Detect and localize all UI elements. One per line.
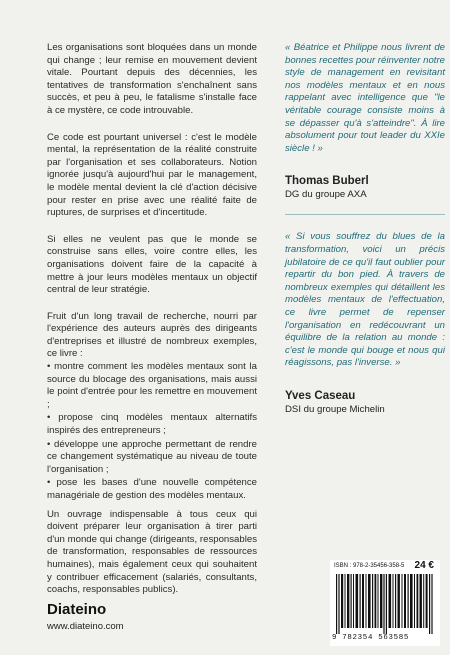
publisher-website: www.diateino.com bbox=[47, 621, 124, 632]
barcode-panel bbox=[330, 560, 440, 646]
list-item: • montre comment les modèles mentaux sont la source du blocage des organisations, mais aussi le point d'entrée pour les remettre en mouvement ; bbox=[47, 361, 257, 410]
endorsement-author-1: Thomas Buberl bbox=[285, 175, 369, 188]
endorsement-quote-1: « Béatrice et Philippe nous livrent de bonnes recettes pour réinventer notre style de management en revisitant nos modèles mentaux et en nous rappelant avec intelligence que "le véritable courage consiste moins à se dépasser qu'à s'atteindre". À lire absolument pour tout leader du XXIe siècle ! » bbox=[285, 42, 445, 154]
description-closing: Un ouvrage indispensable à tous ceux qui doivent préparer leur organisation à tirer parti d'un monde qui change (dirigeants, responsables de transformation, responsables de ressources humaines), mais également ceux qui souhaitent y contribuer efficacement (salariés, consultants, coachs, responsables publics). bbox=[47, 508, 257, 596]
publisher-logo: Diateino bbox=[47, 601, 107, 618]
description-paragraph-1: Les organisations sont bloquées dans un monde qui change ; leur remise en mouvement devient vitale. Pourtant depuis des décennies, les tentatives de transformation s'enchaînent sans succès, et peu à peu, le fatalisme s'installe face à ce mystère, ce code introuvable. bbox=[47, 42, 257, 116]
divider bbox=[285, 214, 445, 215]
list-item: • propose cinq modèles mentaux alternatifs inspirés des entrepreneurs ; bbox=[47, 412, 257, 437]
endorsement-author-2: Yves Caseau bbox=[285, 389, 356, 402]
description-intro bbox=[47, 311, 257, 361]
description-intro-text: Fruit d'un long travail de recherche, nourri par l'expérience des auteurs auprès des dirigeants d'entreprises et illustré de nombreux exemples, ce livre : bbox=[47, 310, 257, 360]
list-item: • développe une approche permettant de rendre ce changement systématique au niveau de toute l'organisation ; bbox=[47, 438, 257, 475]
endorsement-role-2: DSI du groupe Michelin bbox=[285, 403, 385, 415]
endorsements bbox=[285, 42, 445, 415]
endorsement-role-1: DG du groupe AXA bbox=[285, 189, 367, 201]
endorsement-quote-2: « Si vous souffrez du blues de la transformation, voici un précis jubilatoire de ce qu'il faut oublier pour repartir du bon pied. À travers de nombreux exemples qui détaillent les modèles mentaux de l'effectuation, ce livre permet de repenser l'organisation en redécouvrant un équilibre de la relation au monde : c'est le monde qui bouge et nous qui réagissons, pas l'inverse. » bbox=[285, 231, 445, 369]
description-paragraph-2: Ce code est pourtant universel : c'est le modèle mental, la représentation de la réalité construite par l'organisation et ses collaborateurs. Notion ignorée jusqu'à aujourd'hui par le management, le modèle mental devient la clé d'action décisive pour rester en prise avec une réalité faite de ruptures, de surprises et d'incertitude. bbox=[47, 131, 257, 219]
book-benefits-list bbox=[47, 361, 257, 503]
barcode-icon bbox=[336, 574, 434, 634]
description-paragraph-3: Si elles ne veulent pas que le monde se construise sans elles, voire contre elles, les organisations doivent faire de la capacité à mettre à jour leurs modèles mentaux un objectif central de leur stratégie. bbox=[47, 233, 257, 296]
price-label: 24 € bbox=[414, 560, 434, 571]
isbn-label: ISBN : 978-2-35456-358-5 bbox=[334, 563, 405, 569]
list-item: • pose les bases d'une nouvelle compétence managériale de gestion des modèles mentaux. bbox=[47, 477, 257, 501]
back-cover-description bbox=[47, 42, 257, 611]
barcode-digits: 9 782354 563585 bbox=[332, 634, 410, 642]
